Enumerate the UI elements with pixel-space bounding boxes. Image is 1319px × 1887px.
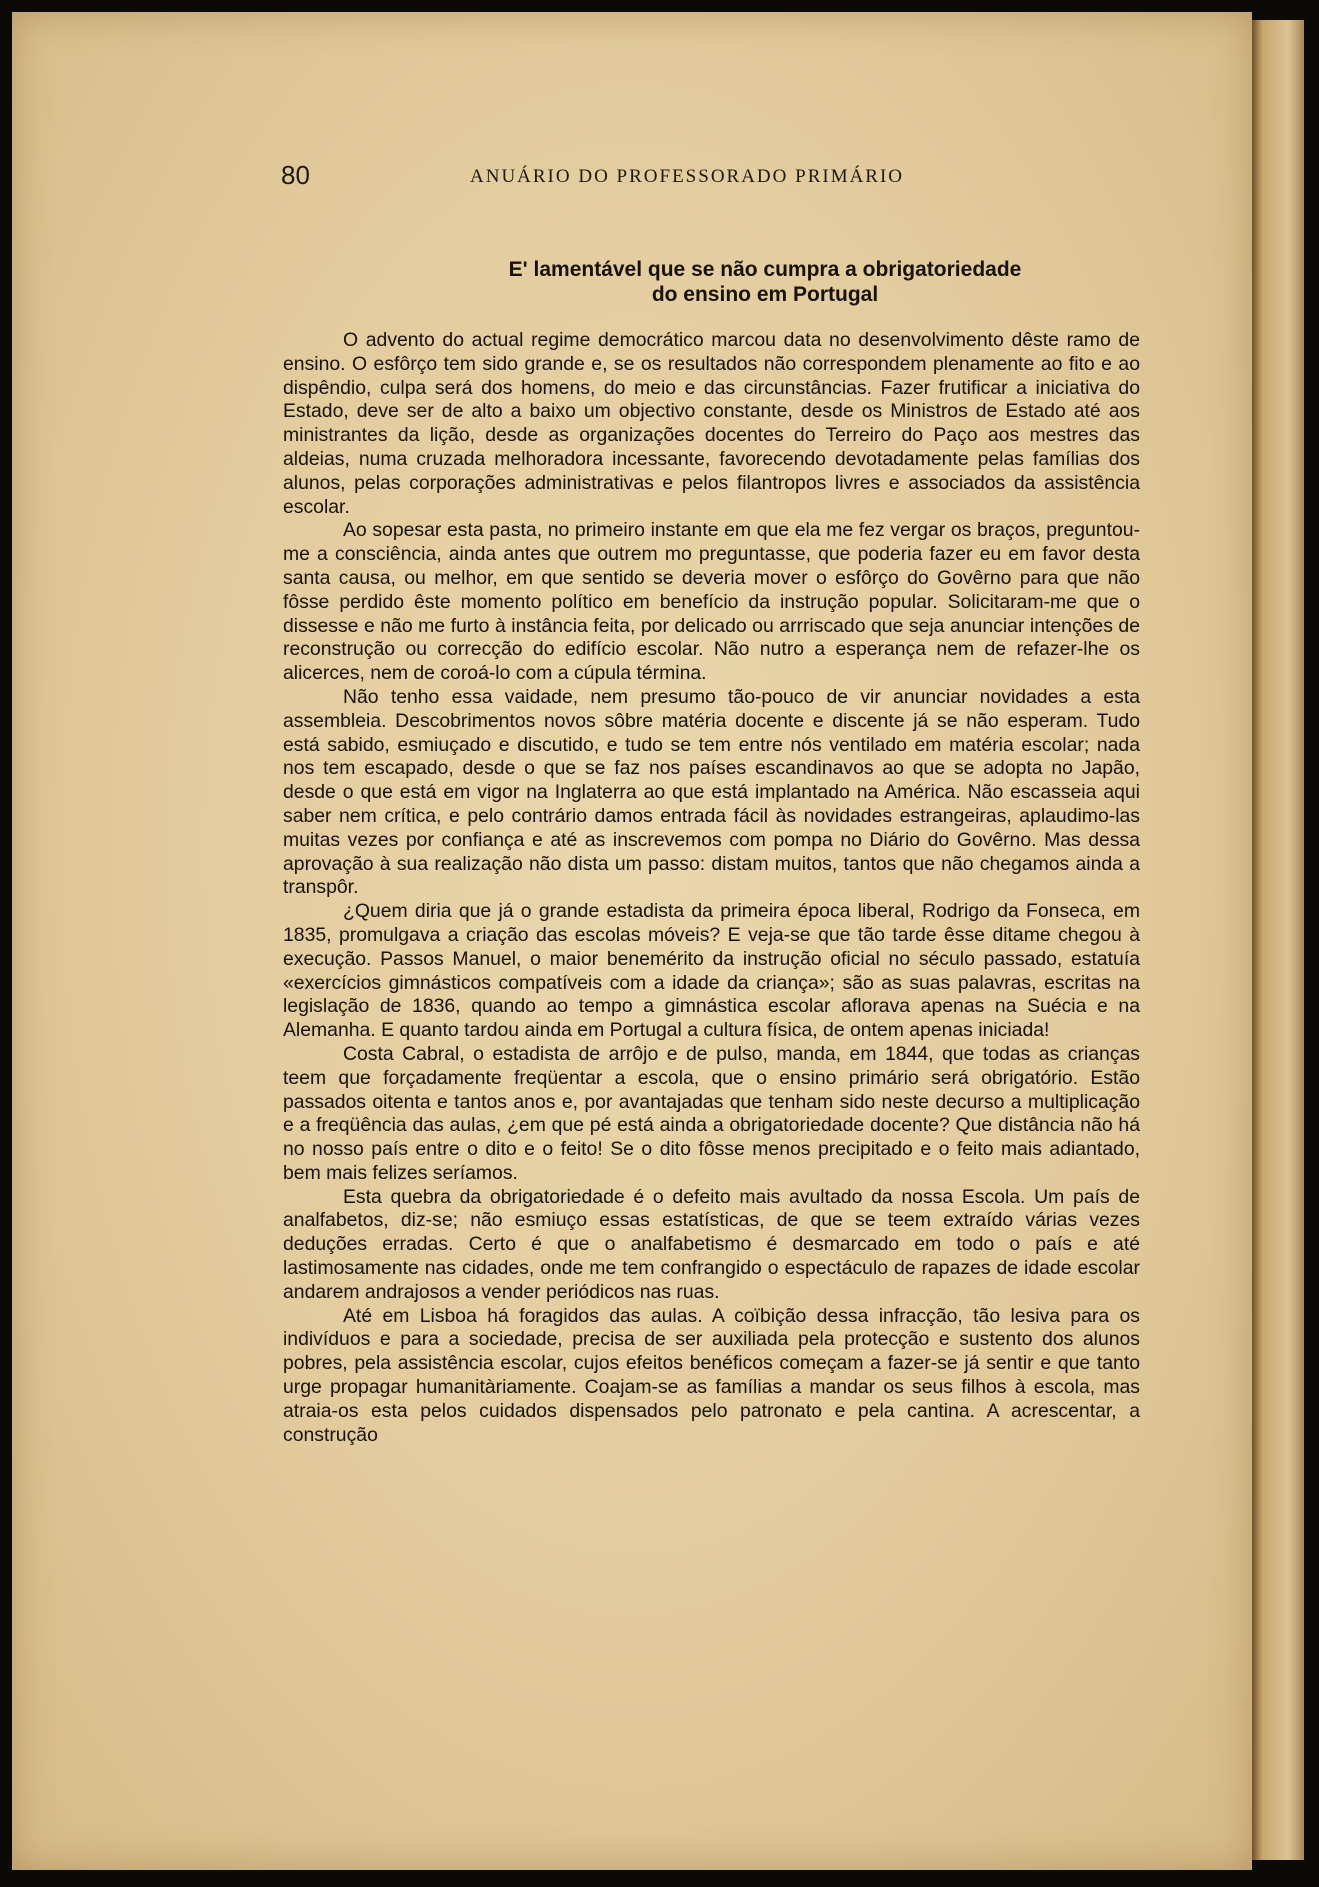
article-body — [283, 329, 1140, 1447]
paragraph-1: O advento do actual regime democrático marcou data no desenvolvimento dêste ramo de ensino. O esfôrço tem sido grande e, se os resultados não correspondem plenamente ao fito e ao dispêndio, culpa será dos homens, do meio e das circunstâncias. Fazer frutificar a iniciativa do Estado, deve ser de alto a baixo um objectivo constante, desde os Ministros de Estado até aos ministrantes da lição, desde as organizações docentes do Terreiro do Paço aos mestres das aldeias, numa cruzada melhoradora incessante, favorecendo devotadamente pelas famílias dos alunos, pelas corporações administrativas e pelos filantropos livres e associados da assistência escolar. — [283, 329, 1140, 518]
page-number: 80 — [281, 160, 310, 190]
running-title: ANUÁRIO DO PROFESSORADO PRIMÁRIO — [470, 166, 905, 187]
article-title — [380, 257, 1150, 307]
next-page-edge — [1252, 20, 1304, 1860]
article-title-line-2: do ensino em Portugal — [651, 283, 879, 306]
paragraph-7: Até em Lisboa há foragidos das aulas. A coïbição dessa infracção, tão lesiva para os indivíduos e para a sociedade, precisa de ser auxiliada pela protecção e sustento dos alunos pobres, pela assistência escolar, cujos efeitos benéficos começam a fazer-se já sentir e que tanto urge propagar humanitàriamente. Coajam-se as famílias a mandar os seus filhos à escola, mas atraia-os esta pelos cuidados dispensados pelo patronato e pela cantina. A acrescentar, a construção — [283, 1304, 1140, 1446]
paragraph-5: Costa Cabral, o estadista de arrôjo e de pulso, manda, em 1844, que todas as crianças teem que forçadamente freqüentar a escola, que o ensino primário será obrigatório. Estão passados oitenta e tantos anos e, por avantajadas que tenham sido neste decurso a multiplicação e a freqüência das aulas, ¿em que pé está ainda a obrigatoriedade docente? Que distância não há no nosso país entre o dito e o feito! Se o dito fôsse menos precipitado e o feito mais adiantado, bem mais felizes seríamos. — [283, 1042, 1140, 1184]
paragraph-3: Não tenho essa vaidade, nem presumo tão-pouco de vir anunciar novidades a esta assembleia. Descobrimentos novos sôbre matéria docente e discente já se não esperam. Tudo está sabido, esmiuçado e discutido, e tudo se tem entre nós ventilado em matéria escolar; nada nos tem escapado, desde o que se faz nos países escandinavos ao que se adopta no Japão, desde o que está em vigor na Inglaterra ao que está implantado na América. Não escasseia aqui saber nem crítica, e pelo contrário damos entrada fácil às novidades estrangeiras, aplaudimo-las muitas vezes por confiança e até as inscrevemos com pompa no Diário do Govêrno. Mas dessa aprovação à sua realização não dista um passo: distam muitos, tantos que não chegamos ainda a transpôr. — [283, 685, 1140, 899]
paragraph-4: ¿Quem diria que já o grande estadista da primeira época liberal, Rodrigo da Fonseca, em 1835, promulgava a criação das escolas móveis? E veja-se que tão tarde êsse ditame chegou à execução. Passos Manuel, o maior benemérito da instrução oficial no século passado, estatuía «exercícios gimnásticos compatíveis com a idade da criança»; são as suas palavras, escritas na legislação de 1836, quando ao tempo a gimnástica escolar aflorava apenas na Suécia e na Alemanha. E quanto tardou ainda em Portugal a cultura física, de ontem apenas iniciada! — [283, 900, 1140, 1042]
paragraph-2: Ao sopesar esta pasta, no primeiro instante em que ela me fez vergar os braços, preguntou-me a consciência, ainda antes que outrem mo preguntasse, que poderia fazer eu em favor desta santa causa, ou melhor, em que sentido se deveria mover o esfôrço do Govêrno para que não fôsse perdido êste momento político em benefício da instrução popular. Solicitaram-me que o dissesse e não me furto à instância feita, por delicado ou arrriscado que seja anunciar intenções de reconstrução ou correcção do edifício escolar. Não nutro a esperança nem de refazer-lhe os alicerces, nem de coroá-lo com a cúpula términa. — [283, 519, 1140, 685]
article-title-line-1: E' lamentável que se não cumpra a obrigatoriedade — [508, 258, 1022, 281]
paragraph-6: Esta quebra da obrigatoriedade é o defeito mais avultado da nossa Escola. Um país de analfabetos, diz-se; não esmiuço essas estatísticas, de que se teem extraído várias vezes deduções erradas. Certo é que o analfabetismo é desmarcado em todo o país e até lastimosamente nas cidades, onde me tem confrangido o espectáculo de rapazes de idade escolar andarem andrajosos a vender periódicos nas ruas. — [283, 1185, 1140, 1303]
